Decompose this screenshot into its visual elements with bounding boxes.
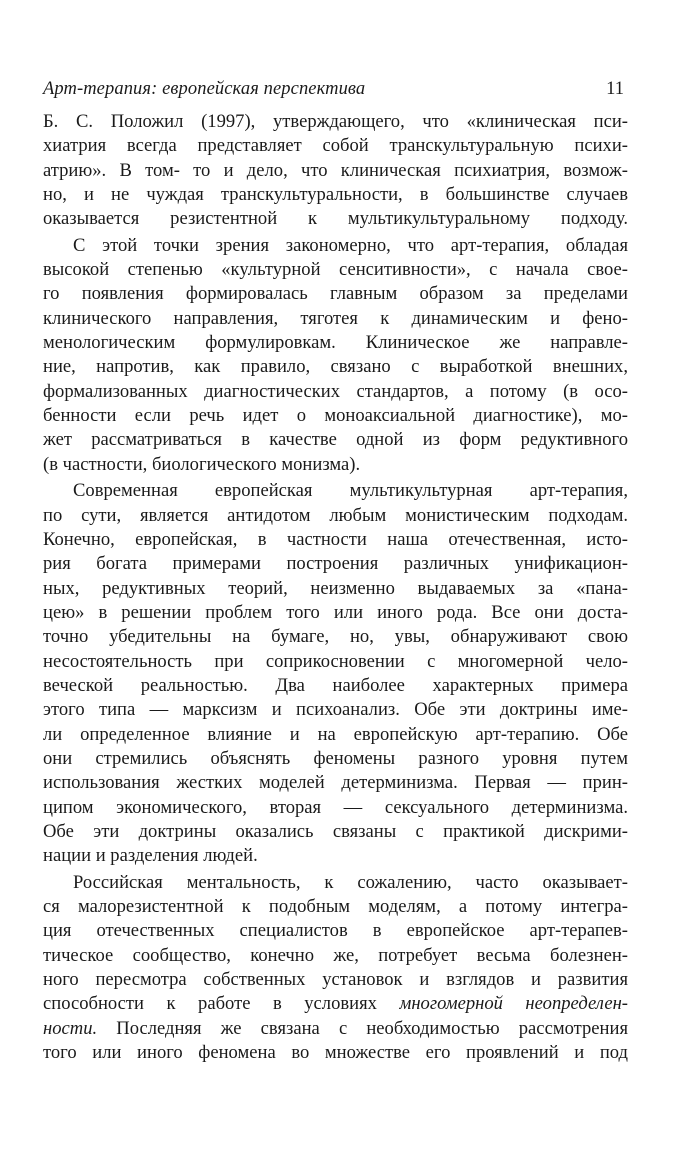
text-line: рия богата примерами построения различных унификацион- — [43, 553, 628, 575]
text-line: того или иного феномена во множестве его проявлений и под — [43, 1042, 628, 1064]
paragraph-1 — [43, 110, 628, 232]
text-line: формализованных диагностических стандартов, а потому (в осо- — [43, 380, 628, 402]
text-line: использования жестких моделей детерминизма. Первая — прин- — [43, 772, 628, 794]
text-line: клинического направления, тяготея к динамическим и фено- — [43, 307, 628, 329]
text-line-mixed — [43, 1017, 628, 1041]
text-line: Современная европейская мультикультурная арт-терапия, — [73, 480, 628, 502]
text-line: по сути, является антидотом любым монистическим подходам. — [43, 504, 628, 526]
page-number: 11 — [606, 79, 624, 99]
text-line: нации и разделения людей. — [43, 845, 258, 867]
book-page — [43, 78, 628, 1067]
text-line: ципом экономического, вторая — сексуального детерминизма. — [43, 796, 628, 818]
text-line: (в частности, биологического монизма). — [43, 453, 361, 475]
running-title: Арт-терапия: европейская перспектива — [43, 79, 366, 99]
text-line: ся малорезистентной к подобным моделям, а потому интегра- — [43, 896, 628, 917]
text-line: Конечно, европейская, в частности наша отечественная, исто- — [43, 528, 628, 550]
paragraph-3 — [43, 479, 628, 869]
text-line: точно убедительны на бумаге, но, увы, обнаруживают свою — [43, 626, 628, 648]
text-line: жет рассматриваться в качестве одной из форм редуктивного — [43, 429, 628, 451]
text-line: веческой реальностью. Два наиболее характерных примера — [43, 674, 628, 696]
emphasis-text: ности. — [43, 1017, 98, 1039]
text-line: ли определенное влияние и на европейскую арт-терапию. Обе — [43, 723, 628, 745]
text-line-mixed — [43, 992, 628, 1016]
text-line: они стремились объяснять феномены разного уровня путем — [43, 747, 628, 769]
text-line: тическое сообщество, конечно же, потребует весьма болезнен- — [43, 944, 628, 966]
body-text — [43, 110, 628, 1065]
text-line: бенности если речь идет о моноаксиальной диагностике), мо- — [43, 405, 628, 427]
text-line: Российская ментальность, к сожалению, часто оказывает- — [73, 871, 628, 893]
text-line: этого типа — марксизм и психоанализ. Обе эти доктрины име- — [43, 699, 628, 721]
text-line: ция отечественных специалистов в европейское арт-терапев- — [43, 920, 628, 942]
text-line: ного пересмотра собственных установок и взглядов и развития — [43, 969, 628, 991]
text-line: хиатрия всегда представляет собой транскультуральную психи- — [43, 135, 628, 157]
text-line: атрию». В том- то и дело, что клиническая психиатрия, возмож- — [43, 159, 628, 181]
text-line: Обе эти доктрины оказались связаны с практикой дискрими- — [43, 820, 628, 842]
emphasis-text: многомерной неопределен- — [399, 993, 629, 1015]
text-span: способности к работе в условиях — [43, 993, 400, 1015]
text-line: несостоятельность при соприкосновении с многомерной чело- — [43, 650, 628, 672]
text-line: менологическим формулировкам. Клиническое же направле- — [43, 332, 628, 354]
text-line: го появления формировалась главным образом за пределами — [43, 283, 628, 305]
text-line: но, и не чуждая транскультуральности, в большинстве случаев — [43, 184, 628, 206]
text-span: Последняя же связана с необходимостью рассмотрения — [97, 1017, 628, 1039]
text-line: ных, редуктивных теорий, неизменно выдаваемых за «пана- — [43, 577, 628, 599]
paragraph-4 — [43, 871, 628, 1066]
text-line: цею» в решении проблем того или иного рода. Все они доста- — [43, 601, 628, 623]
text-line: высокой степенью «культурной сенситивности», с начала свое- — [43, 259, 628, 281]
text-line: Б. С. Положил (1997), утверждающего, что «клиническая пси- — [43, 111, 628, 132]
text-line: ние, напротив, как правило, связано с выработкой внешних, — [43, 356, 628, 378]
text-line: С этой точки зрения закономерно, что арт-терапия, обладая — [73, 234, 628, 256]
running-header — [43, 78, 628, 100]
text-line: оказывается резистентной к мультикультуральному подходу. — [43, 208, 628, 230]
paragraph-2 — [43, 234, 628, 477]
